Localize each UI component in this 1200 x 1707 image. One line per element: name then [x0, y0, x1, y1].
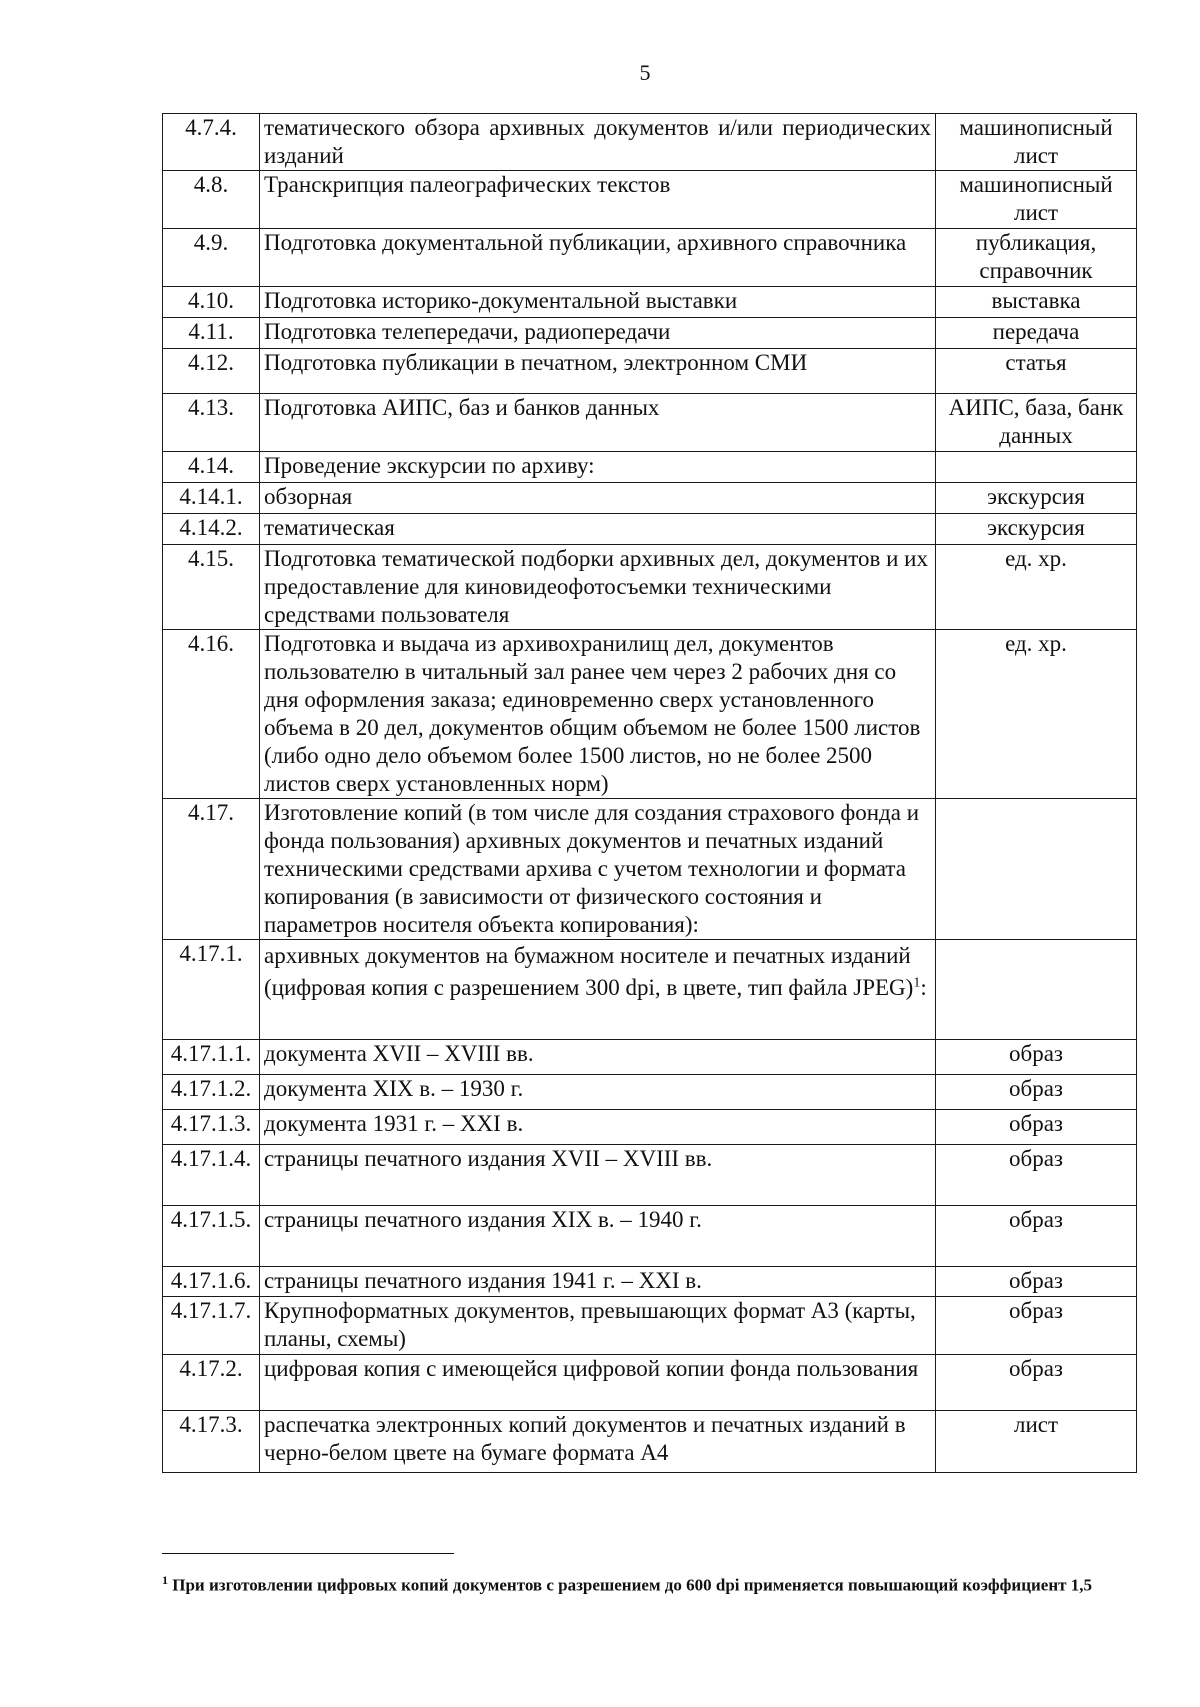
- footnote-mark: 1: [162, 1573, 168, 1587]
- row-unit: статья: [936, 349, 1137, 394]
- row-number: 4.17.1.5.: [163, 1206, 260, 1267]
- row-unit: ед. хр.: [936, 545, 1137, 630]
- row-description: Подготовка историко-документальной выставки: [260, 287, 936, 318]
- table-row: [163, 1267, 1137, 1297]
- table-row: [163, 1206, 1137, 1267]
- row-unit: образ: [936, 1355, 1137, 1411]
- table-row: [163, 483, 1137, 514]
- row-description: тематическая: [260, 514, 936, 545]
- row-number: 4.10.: [163, 287, 260, 318]
- table-row: [163, 171, 1137, 229]
- row-description: Подготовка публикации в печатном, электронном СМИ: [260, 349, 936, 394]
- row-number: 4.17.1.1.: [163, 1040, 260, 1075]
- row-number: 4.16.: [163, 630, 260, 799]
- row-number: 4.17.1.3.: [163, 1110, 260, 1145]
- footnote-divider: [162, 1553, 454, 1554]
- table-row: [163, 545, 1137, 630]
- table-row: [163, 1411, 1137, 1473]
- row-number: 4.13.: [163, 394, 260, 452]
- row-unit: публикация, справочник: [936, 229, 1137, 287]
- row-unit: лист: [936, 1411, 1137, 1473]
- table-row: [163, 452, 1137, 483]
- row-unit: экскурсия: [936, 483, 1137, 514]
- row-unit: ед. хр.: [936, 630, 1137, 799]
- row-unit: образ: [936, 1206, 1137, 1267]
- table-row: [163, 394, 1137, 452]
- row-number: 4.17.2.: [163, 1355, 260, 1411]
- row-description: Транскрипция палеографических текстов: [260, 171, 936, 229]
- table-row: [163, 514, 1137, 545]
- row-description: тематического обзора архивных документов и/или периодических изданий: [260, 114, 936, 171]
- row-description: Изготовление копий (в том числе для создания страхового фонда и фонда пользования) архивных документов и печатных изданий техническими средствами архива с учетом технологии и формата копирования (в зависимости от физического состояния и параметров носителя объекта копирования):: [260, 799, 936, 940]
- footnote-reference: 1: [913, 975, 921, 991]
- row-number: 4.17.1.7.: [163, 1297, 260, 1355]
- table-row: [163, 799, 1137, 940]
- row-unit: образ: [936, 1145, 1137, 1206]
- row-description: распечатка электронных копий документов и печатных изданий в черно-белом цвете на бумаге формата А4: [260, 1411, 936, 1473]
- row-unit: машинописный лист: [936, 114, 1137, 171]
- row-description: страницы печатного издания XIX в. – 1940 г.: [260, 1206, 936, 1267]
- row-description-tail: :: [920, 975, 927, 1000]
- row-description: страницы печатного издания XVII – XVIII вв.: [260, 1145, 936, 1206]
- row-description: Подготовка АИПС, баз и банков данных: [260, 394, 936, 452]
- footnote-text: При изготовлении цифровых копий документов с разрешением до 600 dpi применяется повышающий коэффициент 1,5: [172, 1575, 1092, 1595]
- row-unit: АИПС, база, банк данных: [936, 394, 1137, 452]
- row-number: 4.17.1.6.: [163, 1267, 260, 1297]
- row-description: Проведение экскурсии по архиву:: [260, 452, 936, 483]
- table-row: [163, 630, 1137, 799]
- row-unit: выставка: [936, 287, 1137, 318]
- page-number: 5: [639, 60, 651, 85]
- row-number: 4.17.1.: [163, 940, 260, 1040]
- row-description: страницы печатного издания 1941 г. – XXI в.: [260, 1267, 936, 1297]
- row-number: 4.14.2.: [163, 514, 260, 545]
- row-description: Подготовка телепередачи, радиопередачи: [260, 318, 936, 349]
- table-row: [163, 1297, 1137, 1355]
- row-number: 4.14.: [163, 452, 260, 483]
- table-row: [163, 1145, 1137, 1206]
- row-description: Подготовка документальной публикации, архивного справочника: [260, 229, 936, 287]
- row-number: 4.14.1.: [163, 483, 260, 514]
- row-unit: образ: [936, 1040, 1137, 1075]
- row-description: Подготовка тематической подборки архивных дел, документов и их предоставление для киновидеофотосъемки техническими средствами пользователя: [260, 545, 936, 630]
- row-number: 4.17.3.: [163, 1411, 260, 1473]
- row-description: документа XIX в. – 1930 г.: [260, 1075, 936, 1110]
- row-number: 4.15.: [163, 545, 260, 630]
- row-number: 4.7.4.: [163, 114, 260, 171]
- services-table: [162, 113, 1137, 1473]
- row-description: документа XVII – XVIII вв.: [260, 1040, 936, 1075]
- table-row: [163, 940, 1137, 1040]
- row-unit: [936, 799, 1137, 940]
- row-number: 4.17.1.2.: [163, 1075, 260, 1110]
- row-unit: [936, 940, 1137, 1040]
- table-row: [163, 1355, 1137, 1411]
- table-row: [163, 318, 1137, 349]
- footnote: [162, 1567, 1138, 1599]
- row-unit: передача: [936, 318, 1137, 349]
- row-description: Крупноформатных документов, превышающих формат А3 (карты, планы, схемы): [260, 1297, 936, 1355]
- row-description-text: архивных документов на бумажном носителе и печатных изданий (цифровая копия с разрешением 300 dpi, в цвете, тип файла JPEG): [264, 943, 914, 1000]
- table-row: [163, 349, 1137, 394]
- row-unit: [936, 452, 1137, 483]
- row-number: 4.12.: [163, 349, 260, 394]
- row-number: 4.17.1.4.: [163, 1145, 260, 1206]
- row-number: 4.11.: [163, 318, 260, 349]
- row-description: Подготовка и выдача из архивохранилищ дел, документов пользователю в читальный зал ранее чем через 2 рабочих дня со дня оформления заказа; единовременно сверх установленного объема в 20 дел, документов общим объемом не более 1500 листов (либо одно дело объемом более 1500 листов, но не более 2500 листов сверх установленных норм): [260, 630, 936, 799]
- row-unit: образ: [936, 1110, 1137, 1145]
- row-number: 4.9.: [163, 229, 260, 287]
- row-number: 4.8.: [163, 171, 260, 229]
- row-number: 4.17.: [163, 799, 260, 940]
- row-description: [260, 940, 936, 1040]
- row-description: документа 1931 г. – XXI в.: [260, 1110, 936, 1145]
- row-description: обзорная: [260, 483, 936, 514]
- table-row: [163, 229, 1137, 287]
- row-unit: образ: [936, 1075, 1137, 1110]
- row-unit: экскурсия: [936, 514, 1137, 545]
- table-row: [163, 1040, 1137, 1075]
- table-row: [163, 1075, 1137, 1110]
- table-row: [163, 1110, 1137, 1145]
- row-unit: образ: [936, 1297, 1137, 1355]
- row-description: цифровая копия с имеющейся цифровой копии фонда пользования: [260, 1355, 936, 1411]
- table-row: [163, 287, 1137, 318]
- row-unit: машинописный лист: [936, 171, 1137, 229]
- row-unit: образ: [936, 1267, 1137, 1297]
- table-row: [163, 114, 1137, 171]
